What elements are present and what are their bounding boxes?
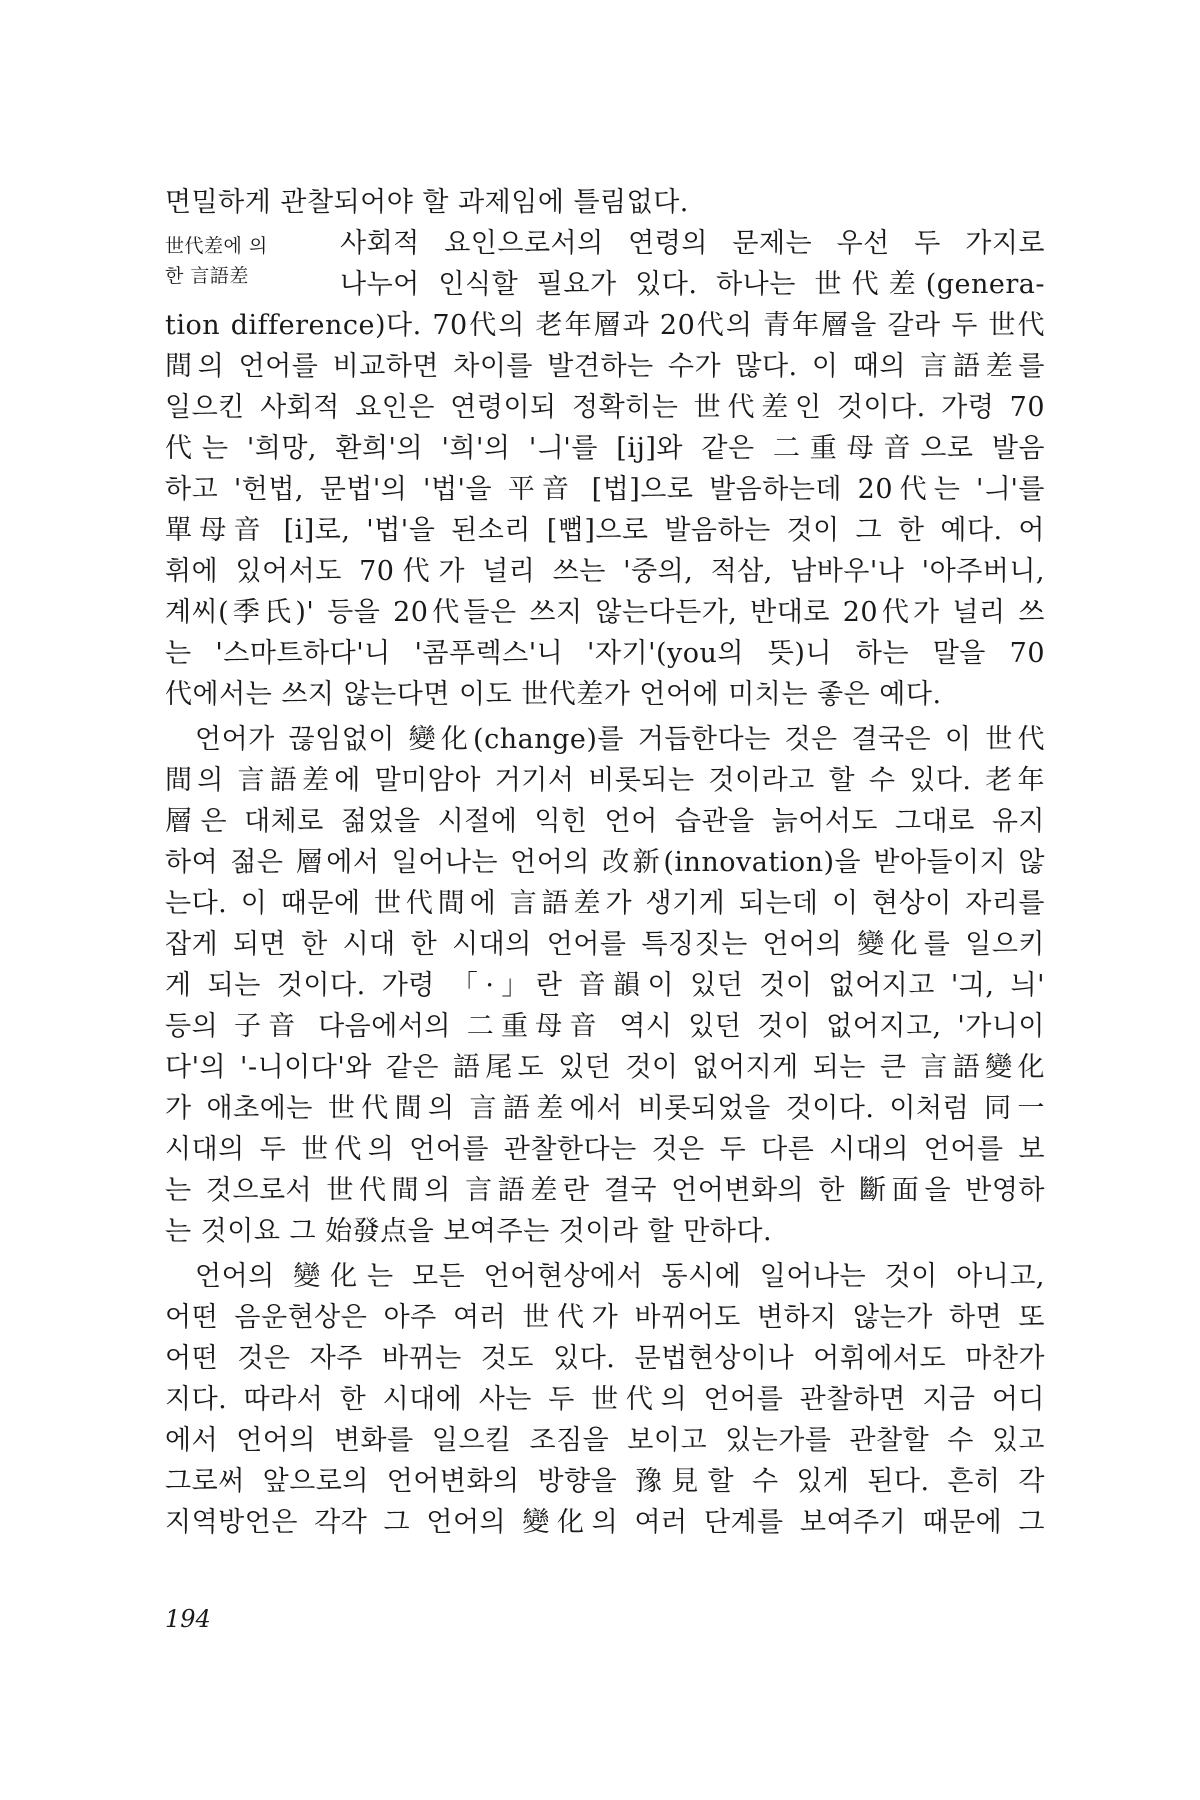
text-line: 언어의 變化는 모든 언어현상에서 동시에 일어나는 것이 아니고, <box>195 1261 1045 1292</box>
paragraph-2 <box>165 719 1045 1252</box>
margin-sidenote <box>165 223 340 305</box>
text-line: 間의 言語差에 말미암아 거기서 비롯되는 것이라고 할 수 있다. 老年 <box>165 765 1045 796</box>
text-line: 는다. 이 때문에 世代間에 言語差가 생기게 되는데 이 현상이 자리를 <box>165 888 1045 919</box>
text-line: 어떤 것은 자주 바뀌는 것도 있다. 문법현상이나 어휘에서도 마찬가 <box>165 1343 1045 1374</box>
text-line: 게 되는 것이다. 가령 「·」란 音韻이 있던 것이 없어지고 '긔, 늬' <box>165 970 1045 1001</box>
text-line: 代는 '희망, 환희'의 '희'의 'ㅢ'를 [ij]와 같은 二重母音으로 발음 <box>165 433 1045 464</box>
opening-line: 면밀하게 관찰되어야 할 과제임에 틀림없다. <box>165 187 689 218</box>
paragraph-3 <box>165 1256 1045 1543</box>
section-intro <box>165 223 1045 305</box>
sidenote-line: 한 言語差 <box>165 265 249 287</box>
paragraph-1 <box>165 305 1045 715</box>
text-line: 어떤 음운현상은 아주 여러 世代가 바뀌어도 변하지 않는가 하면 또 <box>165 1302 1045 1333</box>
text-line: 그로써 앞으로의 언어변화의 방향을 豫見할 수 있게 된다. 흔히 각 <box>165 1466 1045 1497</box>
section-intro-lines <box>340 223 1045 305</box>
text-line: tion difference)다. 70代의 老年層과 20代의 青年層을 갈라 두 世代 <box>165 310 1045 341</box>
text-line: 는 '스마트하다'니 '콤푸렉스'니 '자기'(you의 뜻)니 하는 말을 70 <box>165 638 1045 669</box>
text-line: 單母音 [i]로, '법'을 된소리 [뻡]으로 발음하는 것이 그 한 예다. 어 <box>165 515 1045 546</box>
text-line: 휘에 있어서도 70代가 널리 쓰는 '중의, 적삼, 남바우'나 '아주버니, <box>165 556 1045 587</box>
text-line: 나누어 인식할 필요가 있다. 하나는 世代差(genera- <box>340 269 1045 300</box>
text-line: 가 애초에는 世代間의 言語差에서 비롯되었을 것이다. 이처럼 同一 <box>165 1093 1045 1124</box>
text-line: 등의 子音 다음에서의 二重母音 역시 있던 것이 없어지고, '가니이 <box>165 1011 1045 1042</box>
text-line: 지역방언은 각각 그 언어의 變化의 여러 단계를 보여주기 때문에 그 <box>165 1507 1045 1538</box>
text-line: 하여 젊은 層에서 일어나는 언어의 改新(innovation)을 받아들이지 않 <box>165 847 1045 878</box>
text-line: 代에서는 쓰지 않는다면 이도 世代差가 언어에 미치는 좋은 예다. <box>165 679 942 710</box>
text-line: 다'의 '-니이다'와 같은 語尾도 있던 것이 없어지게 되는 큰 言語變化 <box>165 1052 1045 1083</box>
text-line: 일으킨 사회적 요인은 연령이되 정확히는 世代差인 것이다. 가령 70 <box>165 392 1045 423</box>
page-body <box>165 182 1045 1543</box>
text-line: 잡게 되면 한 시대 한 시대의 언어를 특징짓는 언어의 變化를 일으키 <box>165 929 1045 960</box>
text-line: 계씨(季氏)' 등을 20代들은 쓰지 않는다든가, 반대로 20代가 널리 쓰 <box>165 597 1045 628</box>
text-line: 하고 '헌법, 문법'의 '법'을 平音 [법]으로 발음하는데 20代는 'ㅢ'를 <box>165 474 1045 505</box>
page-number: 194 <box>165 1605 211 1633</box>
text-line: 언어가 끊임없이 變化(change)를 거듭한다는 것은 결국은 이 世代 <box>195 724 1045 755</box>
sidenote-line: 世代差에 의 <box>165 235 268 257</box>
text-line: 에서 언어의 변화를 일으킬 조짐을 보이고 있는가를 관찰할 수 있고 <box>165 1425 1045 1456</box>
text-line: 는 것이요 그 始發点을 보여주는 것이라 할 만하다. <box>165 1216 773 1247</box>
text-line: 間의 언어를 비교하면 차이를 발견하는 수가 많다. 이 때의 言語差를 <box>165 351 1045 382</box>
text-line: 는 것으로서 世代間의 言語差란 결국 언어변화의 한 斷面을 반영하 <box>165 1175 1045 1206</box>
text-line: 시대의 두 世代의 언어를 관찰한다는 것은 두 다른 시대의 언어를 보 <box>165 1134 1045 1165</box>
text-line: 層은 대체로 젊었을 시절에 익힌 언어 습관을 늙어서도 그대로 유지 <box>165 806 1045 837</box>
text-line: 사회적 요인으로서의 연령의 문제는 우선 두 가지로 <box>340 228 1045 259</box>
text-line: 지다. 따라서 한 시대에 사는 두 世代의 언어를 관찰하면 지금 어디 <box>165 1384 1045 1415</box>
